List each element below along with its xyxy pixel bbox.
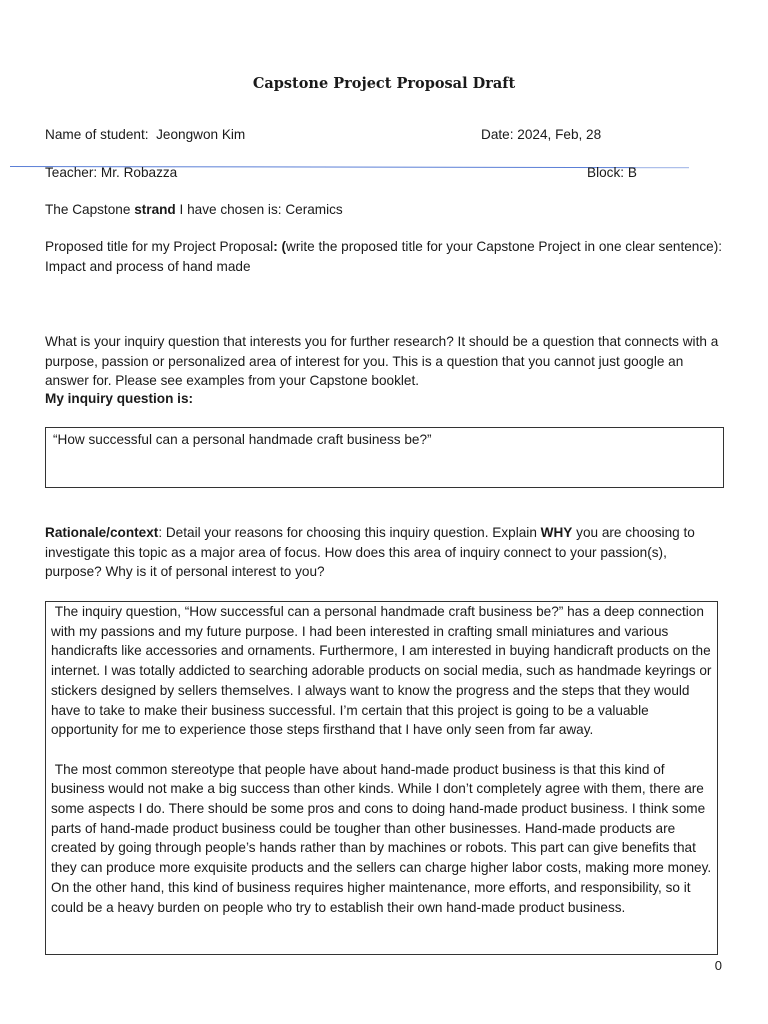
student-name-value: Jeongwon Kim	[156, 127, 246, 142]
strand-pre: The Capstone	[45, 202, 131, 217]
strand-post: I have chosen is:	[179, 202, 282, 217]
rationale-prompt-a: : Detail your reasons for choosing this inquiry question. Explain	[158, 525, 537, 540]
document-title: Capstone Project Proposal Draft	[252, 75, 516, 92]
rationale-paragraph-2: The most common stereotype that people have about hand-made product business is that this kind of business would not make a big success than other kinds. While I don’t completely agree with them, there are some aspects I do. There should be some pros and cons to doing hand-made product business. I think some parts of hand-made product business could be tougher than other businesses. Hand-made products are created by going through people’s hands rather than by machines or robots. This part can give benefits that they can produce more exquisite products and the sellers can charge higher labor costs, making more money. On the other hand, this kind of business requires higher maintenance, more efforts, and responsibility, so it could be a heavy burden on people who try to establish their own hand-made product business.	[51, 761, 712, 915]
rationale-paragraph-1: The inquiry question, “How successful can a personal handmade craft business be?” has a deep connection with my passions and my future purpose. I had been interested in crafting small miniatures and various handicrafts like accessories and ornaments. Furthermore, I am interested in buying handicraft products on the internet. I was totally addicted to searching adorable products on social media, such as handmade keyrings or stickers designed by sellers themselves. I always want to know the progress and the steps that they would have to take to make their business successful. I’m certain that this project is going to be a valuable opportunity for me to experience those steps firsthand that I have only seen from far away.	[51, 604, 712, 738]
teacher-value: Mr. Robazza	[100, 165, 178, 180]
block-line	[587, 163, 637, 183]
rationale-answer-box	[45, 601, 718, 955]
block-value: B	[627, 165, 637, 180]
strand-line	[45, 200, 343, 220]
strand-bold: strand	[134, 202, 176, 217]
proposed-title-label: Proposed title for my Project Proposal	[45, 239, 274, 254]
inquiry-label: My inquiry question is:	[45, 391, 194, 406]
date-label: Date:	[481, 127, 514, 142]
rationale-prompt	[45, 523, 725, 582]
rationale-prompt-b: you are choosing to investigate this topic as a major area of focus. How does this area of inquiry connect to your passion(s), purpose? Why is it of personal interest to you?	[45, 525, 695, 579]
date-value: 2024, Feb, 28	[517, 127, 602, 142]
inquiry-answer: “How successful can a personal handmade craft business be?”	[53, 432, 432, 447]
inquiry-prompt: What is your inquiry question that interests you for further research? It should be a question that connects with a purpose, passion or personalized area of interest for you. This is a question that you cannot just google an answer for. Please see examples from your Capstone booklet.	[45, 334, 719, 388]
proposed-title-paren: (	[281, 239, 287, 254]
rationale-why: WHY	[540, 525, 573, 540]
strand-value: Ceramics	[285, 202, 343, 217]
proposed-title-paragraph	[45, 237, 725, 276]
student-name-label: Name of student:	[45, 127, 149, 142]
rationale-label: Rationale/context	[45, 525, 159, 540]
date-line	[481, 125, 601, 145]
teacher-line	[45, 163, 177, 183]
inquiry-answer-box	[45, 427, 724, 488]
block-label: Block:	[587, 165, 625, 180]
proposed-title-instruction: write the proposed title for your Capstone Project in one clear sentence):	[286, 239, 723, 254]
proposed-title-colon: :	[273, 239, 278, 254]
student-name-line	[45, 125, 245, 145]
page-number: 0	[714, 958, 722, 973]
teacher-label: Teacher:	[45, 165, 98, 180]
proposed-title-value: Impact and process of hand made	[45, 258, 251, 274]
